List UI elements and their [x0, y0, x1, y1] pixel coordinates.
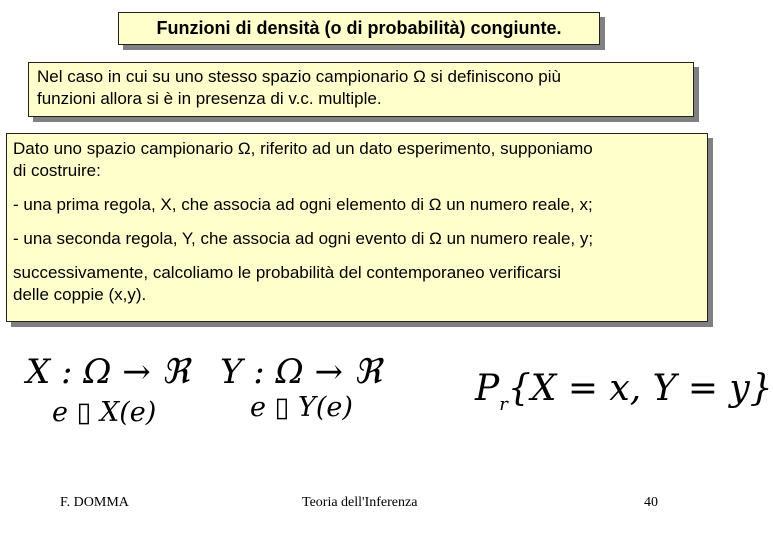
paragraph-1-line-1: Dato uno spazio campionario Ω, riferito ad un dato esperimento, supponiamo — [13, 139, 593, 158]
formula-x-element: e ▯ X(e) — [52, 397, 157, 428]
formula-y-element: e ▯ Y(e) — [250, 392, 353, 423]
slide-title: Funzioni di densità (o di probabilità) congiunte. — [156, 18, 562, 38]
formula-x-mapping: X : Ω → ℜ — [26, 352, 190, 392]
paragraph-1-line-2: di costruire: — [13, 161, 101, 180]
intro-line-2: funzioni allora si è in presenza di v.c. multiple. — [37, 89, 382, 108]
footer-author: F. DOMMA — [60, 495, 129, 510]
paragraph-4-line-2: delle coppie (x,y). — [13, 285, 147, 304]
main-text-box — [6, 133, 708, 322]
prob-event: {X = x, Y = y} — [507, 368, 773, 409]
formula-y-mapping: Y : Ω → ℜ — [220, 352, 382, 392]
paragraph-4-line-1: successivamente, calcoliamo le probabilità del contemporaneo verificarsi — [13, 263, 562, 282]
formula-joint-probability — [475, 368, 773, 415]
prob-symbol: P — [475, 368, 500, 409]
intro-line-1: Nel caso in cui su uno stesso spazio campionario Ω si definiscono più — [37, 67, 561, 86]
prob-subscript: r — [499, 394, 508, 415]
paragraph-rule-x: - una prima regola, X, che associa ad ogni elemento di Ω un numero reale, x; — [13, 195, 593, 214]
footer-page-number: 40 — [644, 495, 658, 510]
paragraph-rule-y: - una seconda regola, Y, che associa ad ogni evento di Ω un numero reale, y; — [13, 229, 594, 248]
intro-box — [28, 62, 694, 117]
footer-course: Teoria dell'Inferenza — [302, 495, 418, 510]
slide-title-box — [118, 12, 600, 45]
